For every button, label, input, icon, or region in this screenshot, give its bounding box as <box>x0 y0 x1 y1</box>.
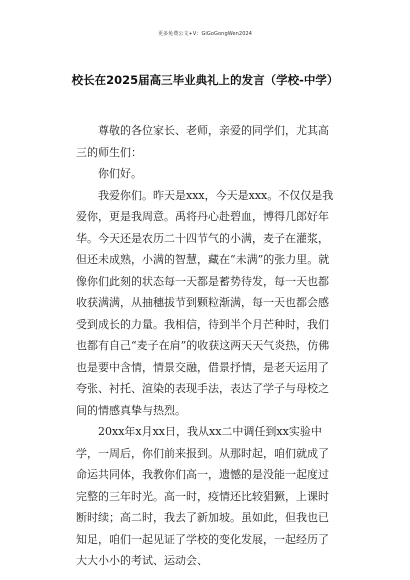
greeting-paragraph: 你们好。 <box>98 167 142 180</box>
document-title: 校长在2025届高三毕业典礼上的发言（学校-中学） <box>71 73 339 87</box>
body-paragraph: 我爱你们。昨天是xxx，今天是xxx。不仅仅是我爱你，更是我周意。禹将丹心赴碧血，博得几郎好年华。今天还是农历二十四节气的小满，麦子在灌浆，但还未成熟，小满的智慧，藏在“未满”的张力里。就像你们此刻的状态每一天都是蓄势待发，每一天也都收获满满，从抽穗拔节到颗粒渐满，每一天也都会感受到成长的力量。我相信，待到半个月芒种时，我们也都有自己“麦子在肩”的收获这两天天气炎热，仿佛也是要中含情，情景交融，借景抒情，是老天运用了夸张、衬托、渲染的表现手法，表达了学子与母校之间的情感真挚与热烈。 <box>76 188 334 417</box>
salutation-paragraph: 尊敬的各位家长、老师，亲爱的同学们，尤其高三的师生们： <box>76 124 329 159</box>
body-paragraph: 20xx年x月xx日，我从xx二中调任到xx实验中学，一周后，你们前来报到。从那时起，咱们就成了命运共同体，我教你们高一，遗憾的是没能一起度过完整的三年时光。高一时，疫情还比较猖獗，上课时断时续；高二时，我去了新加坡。虽如此，但我也已知足，咱们一起见证了学校的变化发展，一起经历了大大小小的考试、运动会、 <box>76 425 329 567</box>
header-note: 更多免费公文+V：GiGoGongWen2024 <box>157 31 253 37</box>
document-body <box>76 120 334 572</box>
